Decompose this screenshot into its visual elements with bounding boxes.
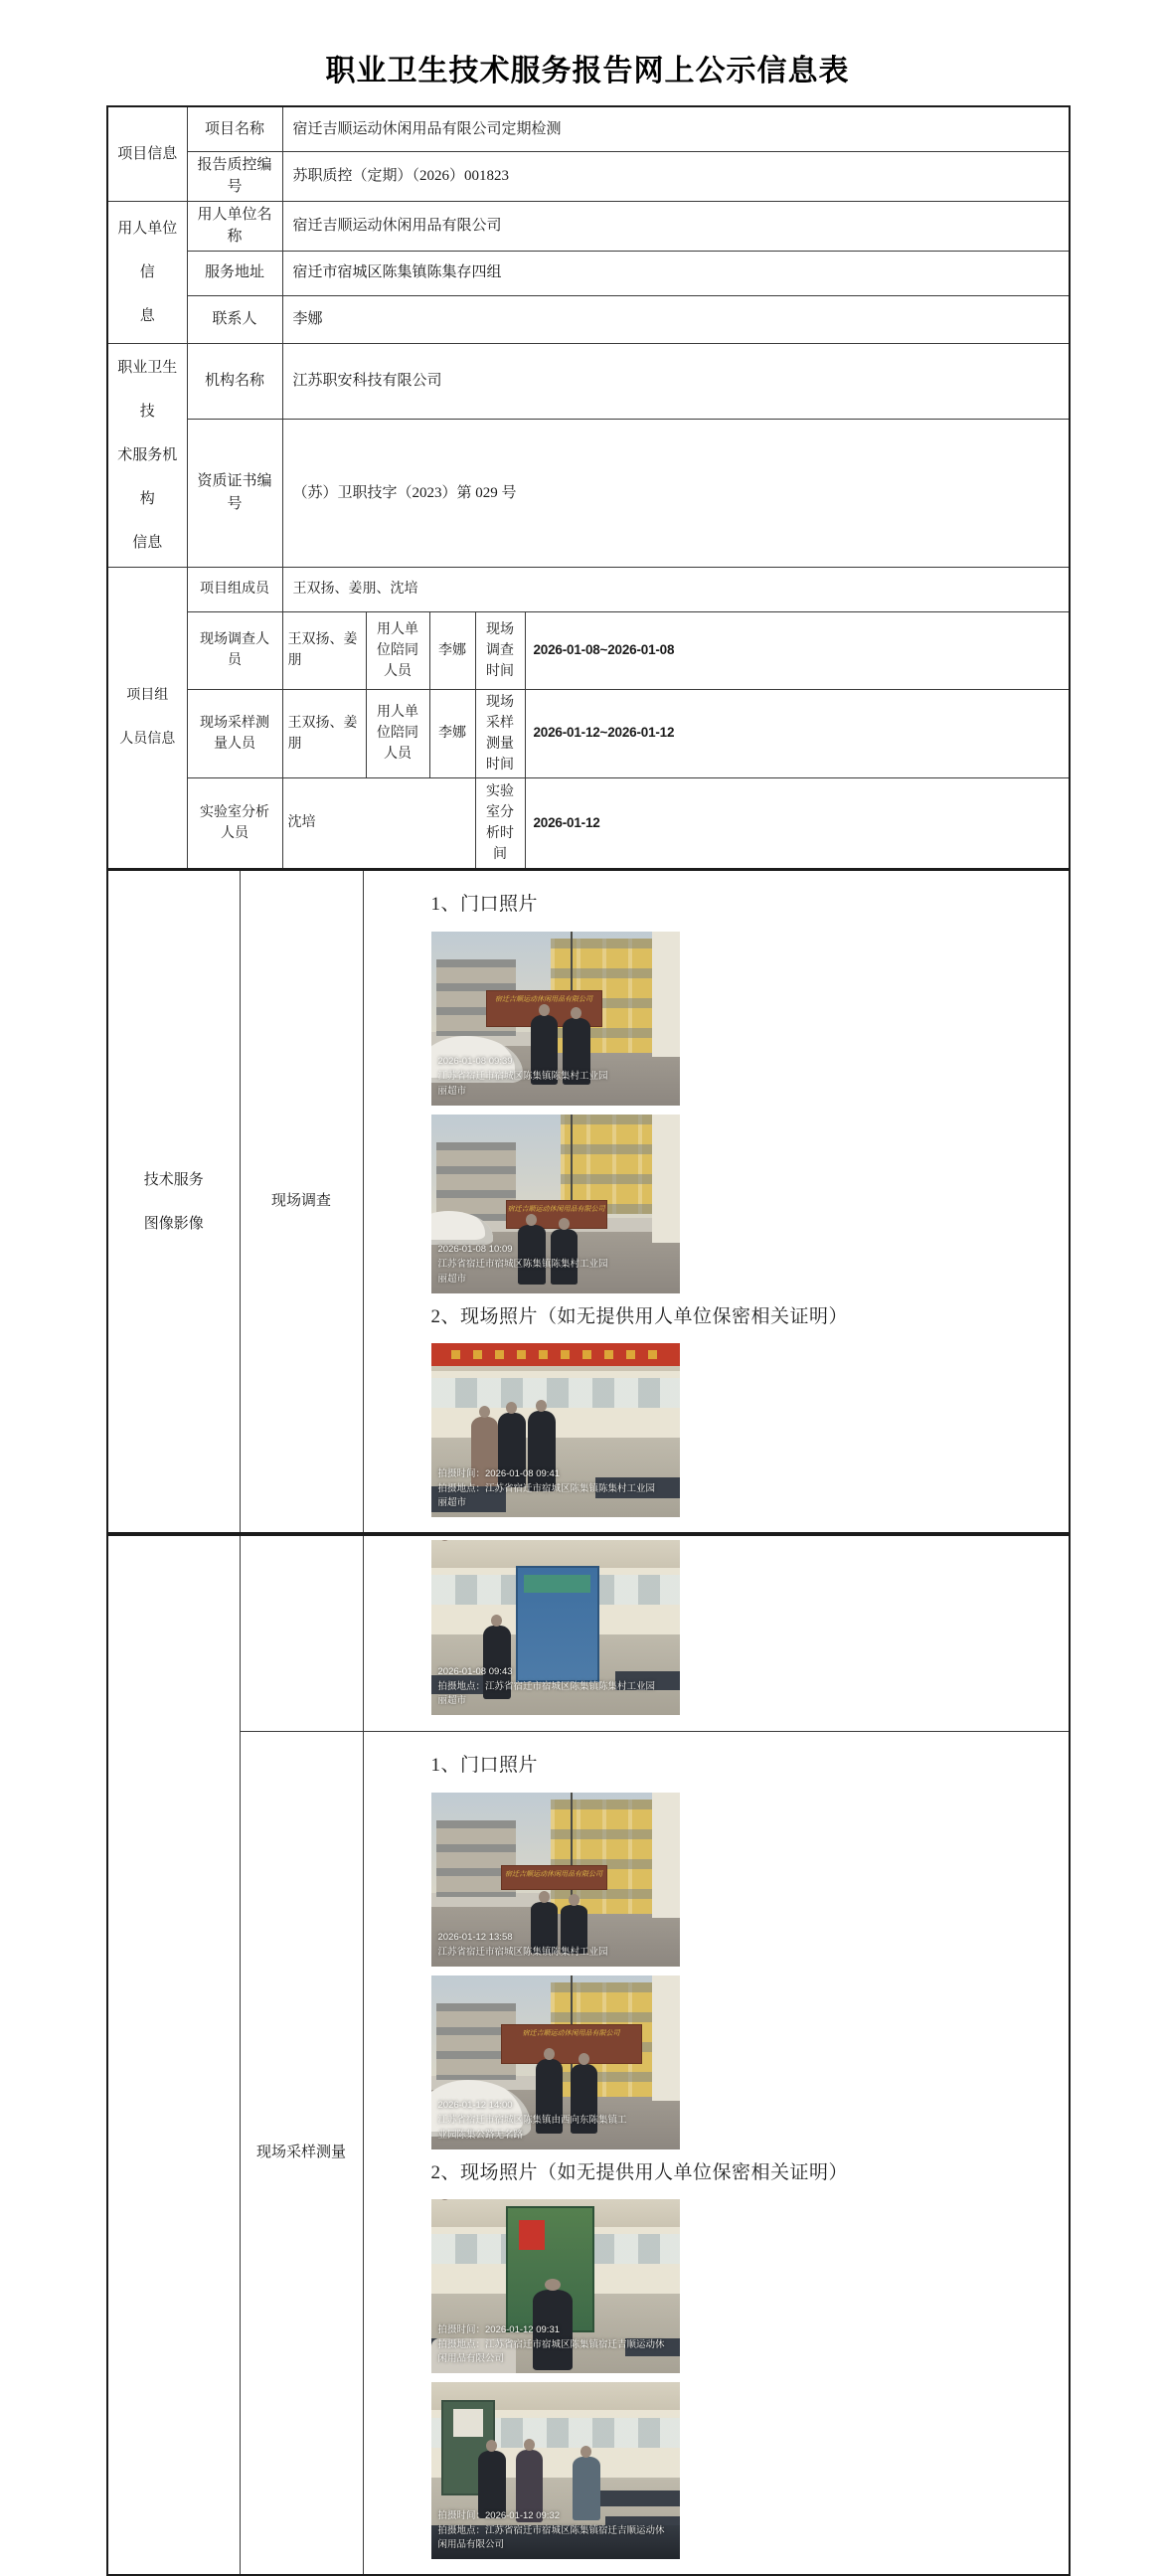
field-label-employer-name: 用人单位名称	[187, 201, 282, 251]
field-value-lab-time: 2026-01-12	[525, 777, 1070, 869]
site-photo: 宿迁吉顺运动休闲用品有限公司 2026-01-12 14:00 江苏省宿迁市宿城区陈集镇由西向东陈集镇工 业园陈集公路无名路	[431, 1975, 680, 2149]
site-photo	[431, 2382, 680, 2559]
table-row	[107, 295, 1070, 343]
section-header-employer: 用人单位信 息	[107, 201, 187, 343]
site-photo	[431, 1343, 680, 1517]
table-row	[107, 151, 1070, 201]
section-header-media-cont	[107, 1535, 240, 2576]
photo-cell-sampling	[363, 1732, 1070, 2576]
site-photo	[431, 1540, 680, 1715]
field-label-project-name: 项目名称	[187, 106, 282, 151]
table-row	[107, 870, 1070, 1533]
photo-watermark: 拍摄时间：2026-01-08 09:41 拍摄地点：江苏省宿迁市宿城区陈集镇陈集村工业园 丽超市	[437, 1467, 656, 1509]
site-photo: 宿迁吉顺运动休闲用品有限公司 2026-01-08 10:09 江苏省宿迁市宿城区陈集镇陈集村工业园 丽超市	[431, 1115, 680, 1293]
field-label-site-survey: 现场调查	[240, 870, 363, 1533]
field-value-sampling-escort: 李娜	[429, 689, 475, 777]
field-label-survey-escort: 用人单位陪同人员	[366, 611, 429, 689]
site-photo: 宿迁吉顺运动休闲用品有限公司 2026-01-08 09:39 江苏省宿迁市宿城区陈集镇陈集村工业园 丽超市	[431, 932, 680, 1106]
field-value-project-name: 宿迁吉顺运动休闲用品有限公司定期检测	[282, 106, 1070, 151]
photo-caption: 1、门口照片	[430, 894, 539, 915]
photo-watermark: 拍摄时间：2026-01-12 09:32 拍摄地点：江苏省宿迁市宿城区陈集镇宿迁吉顺运动休 闲用品有限公司	[437, 2509, 665, 2551]
table-row	[107, 567, 1070, 611]
table-row	[107, 1535, 1070, 1732]
photo-area-survey	[364, 871, 1070, 1532]
field-value-sampling-time: 2026-01-12~2026-01-12	[525, 689, 1070, 777]
field-value-survey-staff: 王双扬、姜朋	[282, 611, 366, 689]
field-label-survey-staff: 现场调查人员	[187, 611, 282, 689]
field-value-contact: 李娜	[282, 295, 1070, 343]
field-value-employer-name: 宿迁吉顺运动休闲用品有限公司	[282, 201, 1070, 251]
site-photo	[431, 2199, 680, 2373]
photo-area-continuation	[364, 1536, 1070, 1730]
field-value-cert-number: （苏）卫职技字（2023）第 029 号	[282, 420, 1070, 567]
table-row	[107, 611, 1070, 689]
photo-caption: 2、现场照片（如无提供用人单位保密相关证明）	[430, 2161, 849, 2183]
photo-caption: 1、门口照片	[430, 1755, 539, 1776]
field-label-empty	[240, 1535, 363, 1732]
media-table-survey	[106, 869, 1071, 1534]
table-row	[107, 251, 1070, 295]
field-label-sampling-time: 现场采样测量时间	[475, 689, 525, 777]
table-row	[107, 343, 1070, 420]
site-photo: 宿迁吉顺运动休闲用品有限公司 2026-01-12 13:58 江苏省宿迁市宿城区陈集镇陈集村工业园	[431, 1793, 680, 1967]
photo-watermark: 2026-01-08 09:39 江苏省宿迁市宿城区陈集镇陈集村工业园 丽超市	[437, 1056, 608, 1097]
photo-watermark: 2026-01-12 14:00 江苏省宿迁市宿城区陈集镇由西向东陈集镇工 业园陈集公路无名路	[437, 2100, 627, 2141]
field-label-site-sampling: 现场采样测量	[240, 1732, 363, 2576]
media-table-sampling	[106, 1533, 1071, 2576]
table-row	[107, 420, 1070, 567]
table-row	[107, 106, 1070, 151]
field-label-org-name: 机构名称	[187, 343, 282, 420]
field-value-org-name: 江苏职安科技有限公司	[282, 343, 1070, 420]
section-header-project: 项目信息	[107, 106, 187, 201]
field-label-qc-number: 报告质控编号	[187, 151, 282, 201]
section-header-agency: 职业卫生技 术服务机构 信息	[107, 343, 187, 567]
field-label-sampling-escort: 用人单位陪同人员	[366, 689, 429, 777]
photo-area-sampling	[364, 1732, 1070, 2574]
field-value-lab-staff: 沈培	[282, 777, 475, 869]
photo-cell-continuation	[363, 1535, 1070, 1732]
field-value-survey-time: 2026-01-08~2026-01-08	[525, 611, 1070, 689]
table-row	[107, 689, 1070, 777]
field-label-cert-number: 资质证书编号	[187, 420, 282, 567]
photo-watermark: 2026-01-08 09:43 拍摄地点：江苏省宿迁市宿城区陈集镇陈集村工业园 丽超市	[437, 1665, 656, 1707]
field-label-lab-time: 实验室分析时间	[475, 777, 525, 869]
field-label-sampling-staff: 现场采样测量人员	[187, 689, 282, 777]
document-page	[106, 0, 1069, 2576]
photo-watermark: 拍摄时间：2026-01-12 09:31 拍摄地点：江苏省宿迁市宿城区陈集镇宿迁吉顺运动休 闲用品有限公司	[437, 2323, 665, 2365]
field-label-team-members: 项目组成员	[187, 567, 282, 611]
table-row	[107, 201, 1070, 251]
photo-watermark: 2026-01-12 13:58 江苏省宿迁市宿城区陈集镇陈集村工业园	[437, 1932, 608, 1958]
table-row	[107, 1732, 1070, 2576]
page-title: 职业卫生技术服务报告网上公示信息表	[325, 55, 850, 87]
field-value-sampling-staff: 王双扬、姜朋	[282, 689, 366, 777]
photo-caption: 2、现场照片（如无提供用人单位保密相关证明）	[430, 1305, 849, 1327]
photo-cell-survey	[363, 870, 1070, 1533]
section-header-team: 项目组 人员信息	[107, 567, 187, 869]
table-row	[107, 777, 1070, 869]
photo-watermark: 2026-01-08 10:09 江苏省宿迁市宿城区陈集镇陈集村工业园 丽超市	[437, 1244, 608, 1285]
field-label-lab-staff: 实验室分析人员	[187, 777, 282, 869]
info-table	[106, 105, 1071, 870]
field-label-service-address: 服务地址	[187, 251, 282, 295]
field-value-team-members: 王双扬、姜朋、沈培	[282, 567, 1070, 611]
field-label-survey-time: 现场调查时间	[475, 611, 525, 689]
field-value-service-address: 宿迁市宿城区陈集镇陈集存四组	[282, 251, 1070, 295]
field-value-qc-number: 苏职质控（定期）（2026）001823	[282, 151, 1070, 201]
field-label-contact: 联系人	[187, 295, 282, 343]
field-value-survey-escort: 李娜	[429, 611, 475, 689]
section-header-media: 技术服务 图像影像	[107, 870, 240, 1533]
